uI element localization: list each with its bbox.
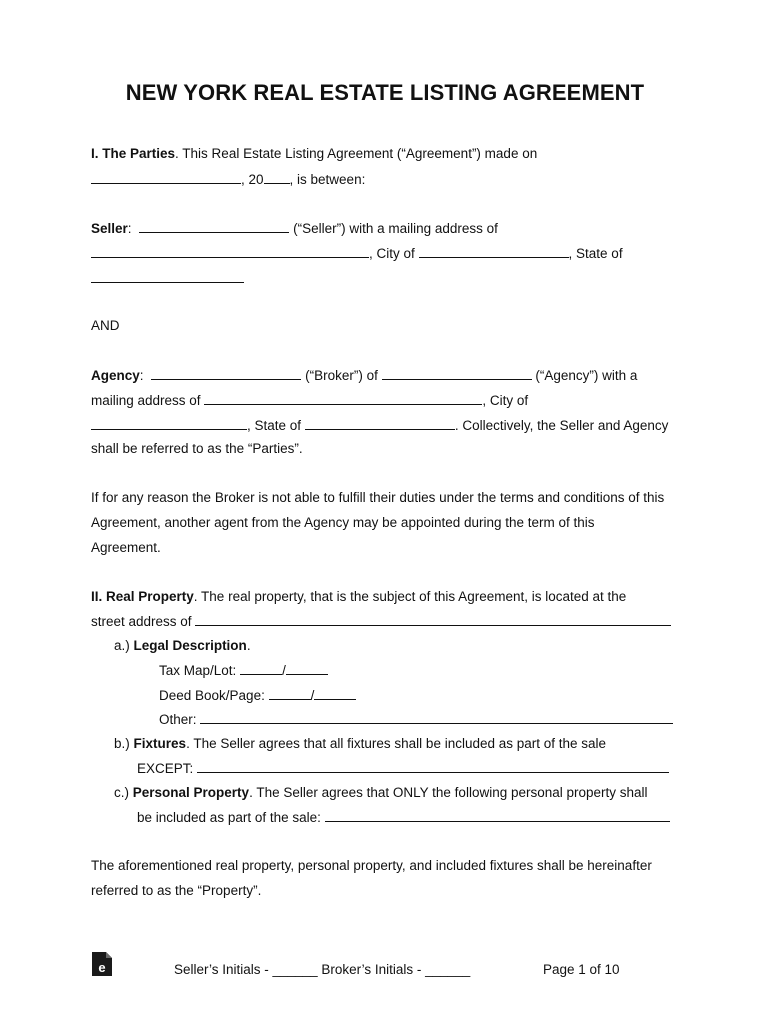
other-blank[interactable]: [200, 711, 673, 724]
included-sale-label: be included as part of the sale:: [137, 810, 321, 825]
deed-book-label: Deed Book/Page:: [159, 688, 265, 703]
parties-heading: I. The Parties: [91, 146, 176, 161]
item-b-marker: b.): [114, 736, 130, 751]
except-label: EXCEPT:: [137, 761, 194, 776]
personal-property-text: . The Seller agrees that ONLY the following personal property shall: [249, 785, 648, 800]
broker-clause-line-1: If for any reason the Broker is not able to fulfill their duties under the terms and conditions of this: [91, 490, 665, 505]
other-line: [159, 711, 673, 728]
agreement-date-blank[interactable]: [91, 171, 241, 184]
real-property-line-2: [91, 613, 671, 630]
parties-intro: . This Real Estate Listing Agreement (“Agreement”) made on: [175, 146, 538, 161]
collectively-text: . Collectively, the Seller and Agency: [454, 418, 669, 433]
legal-description-label: Legal Description: [133, 638, 247, 653]
agreement-year-blank[interactable]: [264, 171, 290, 184]
agency-city-blank[interactable]: [91, 417, 247, 430]
broker-name-blank[interactable]: [151, 367, 301, 380]
deed-book-blank[interactable]: [269, 687, 311, 700]
tax-map-line: [159, 662, 328, 679]
real-property-heading: II. Real Property: [91, 589, 194, 604]
item-c-marker: c.): [114, 785, 129, 800]
fixtures-text: . The Seller agrees that all fixtures shall be included as part of the sale: [186, 736, 607, 751]
document-logo-icon: [91, 951, 113, 977]
footer-initials: [174, 962, 470, 977]
street-address-blank[interactable]: [195, 613, 671, 626]
real-property-intro: . The real property, that is the subject of this Agreement, is located at the: [193, 589, 627, 604]
seller-label: Seller: [91, 221, 128, 236]
tax-map-label: Tax Map/Lot:: [159, 663, 237, 678]
seller-colon: :: [127, 221, 132, 236]
broker-clause-line-2: Agreement, another agent from the Agency may be appointed during the term of this: [91, 515, 595, 530]
agency-colon: :: [139, 368, 144, 383]
and-text: AND: [91, 318, 120, 333]
except-blank[interactable]: [197, 760, 669, 773]
aforementioned-line-1: The aforementioned real property, personal property, and included fixtures shall be hereinafter: [91, 858, 652, 873]
agency-line-3: [91, 417, 668, 434]
real-property-line-1: [91, 589, 626, 605]
deed-book-line: [159, 687, 356, 704]
tax-map-blank[interactable]: [240, 662, 282, 675]
included-sale-line: [137, 809, 670, 826]
agency-state-blank[interactable]: [305, 417, 455, 430]
year-prefix: , 20: [241, 172, 264, 187]
tax-map-slash: /: [282, 663, 286, 678]
seller-line-2: [91, 245, 623, 262]
mailing-address-of: mailing address of: [91, 393, 201, 408]
other-label: Other:: [159, 712, 197, 727]
legal-description-period: .: [246, 638, 251, 653]
agency-name-blank[interactable]: [382, 367, 532, 380]
parties-line-2: [91, 171, 365, 188]
item-a-marker: a.): [114, 638, 130, 653]
except-line: [137, 760, 669, 777]
document-title: NEW YORK REAL ESTATE LISTING AGREEMENT: [125, 80, 645, 105]
seller-ref: (“Seller”) with a mailing address of: [293, 221, 498, 236]
seller-city-blank[interactable]: [419, 245, 569, 258]
aforementioned-line-2: referred to as the “Property”.: [91, 883, 262, 898]
deed-book-slash: /: [310, 688, 315, 703]
sellers-initials-label: Seller’s Initials -: [174, 962, 273, 977]
agency-line-2: [91, 392, 528, 409]
brokers-initials-label: Broker’s Initials -: [317, 962, 426, 977]
is-between: , is between:: [289, 172, 366, 187]
personal-property-line: [114, 785, 648, 801]
fixtures-line: [114, 736, 606, 752]
brokers-initials-blank[interactable]: ______: [425, 962, 471, 977]
fixtures-label: Fixtures: [133, 736, 187, 751]
sellers-initials-blank[interactable]: ______: [272, 962, 318, 977]
agency-address-blank[interactable]: [204, 392, 482, 405]
seller-city-of: , City of: [369, 246, 415, 261]
seller-state-of: , State of: [568, 246, 623, 261]
legal-description-line: [114, 638, 251, 654]
seller-name-blank[interactable]: [139, 220, 289, 233]
seller-line-3: [91, 270, 244, 287]
agency-with: (“Agency”) with a: [535, 368, 638, 383]
tax-lot-blank[interactable]: [286, 662, 328, 675]
parties-line-1: [91, 146, 537, 162]
broker-of: (“Broker”) of: [305, 368, 378, 383]
seller-line-1: [91, 220, 498, 237]
svg-text:e: e: [98, 960, 106, 975]
broker-clause-line-3: Agreement.: [91, 540, 161, 555]
agency-label: Agency: [91, 368, 140, 383]
deed-page-blank[interactable]: [314, 687, 356, 700]
agency-line-1: [91, 367, 637, 384]
street-address-of: street address of: [91, 614, 192, 629]
personal-property-blank[interactable]: [325, 809, 670, 822]
personal-property-label: Personal Property: [132, 785, 250, 800]
agency-state-of: , State of: [247, 418, 302, 433]
seller-state-blank[interactable]: [91, 270, 244, 283]
parties-referred: shall be referred to as the “Parties”.: [91, 441, 303, 456]
page-number: Page 1 of 10: [543, 962, 620, 977]
agency-city-of: , City of: [482, 393, 529, 408]
seller-address-blank[interactable]: [91, 245, 369, 258]
